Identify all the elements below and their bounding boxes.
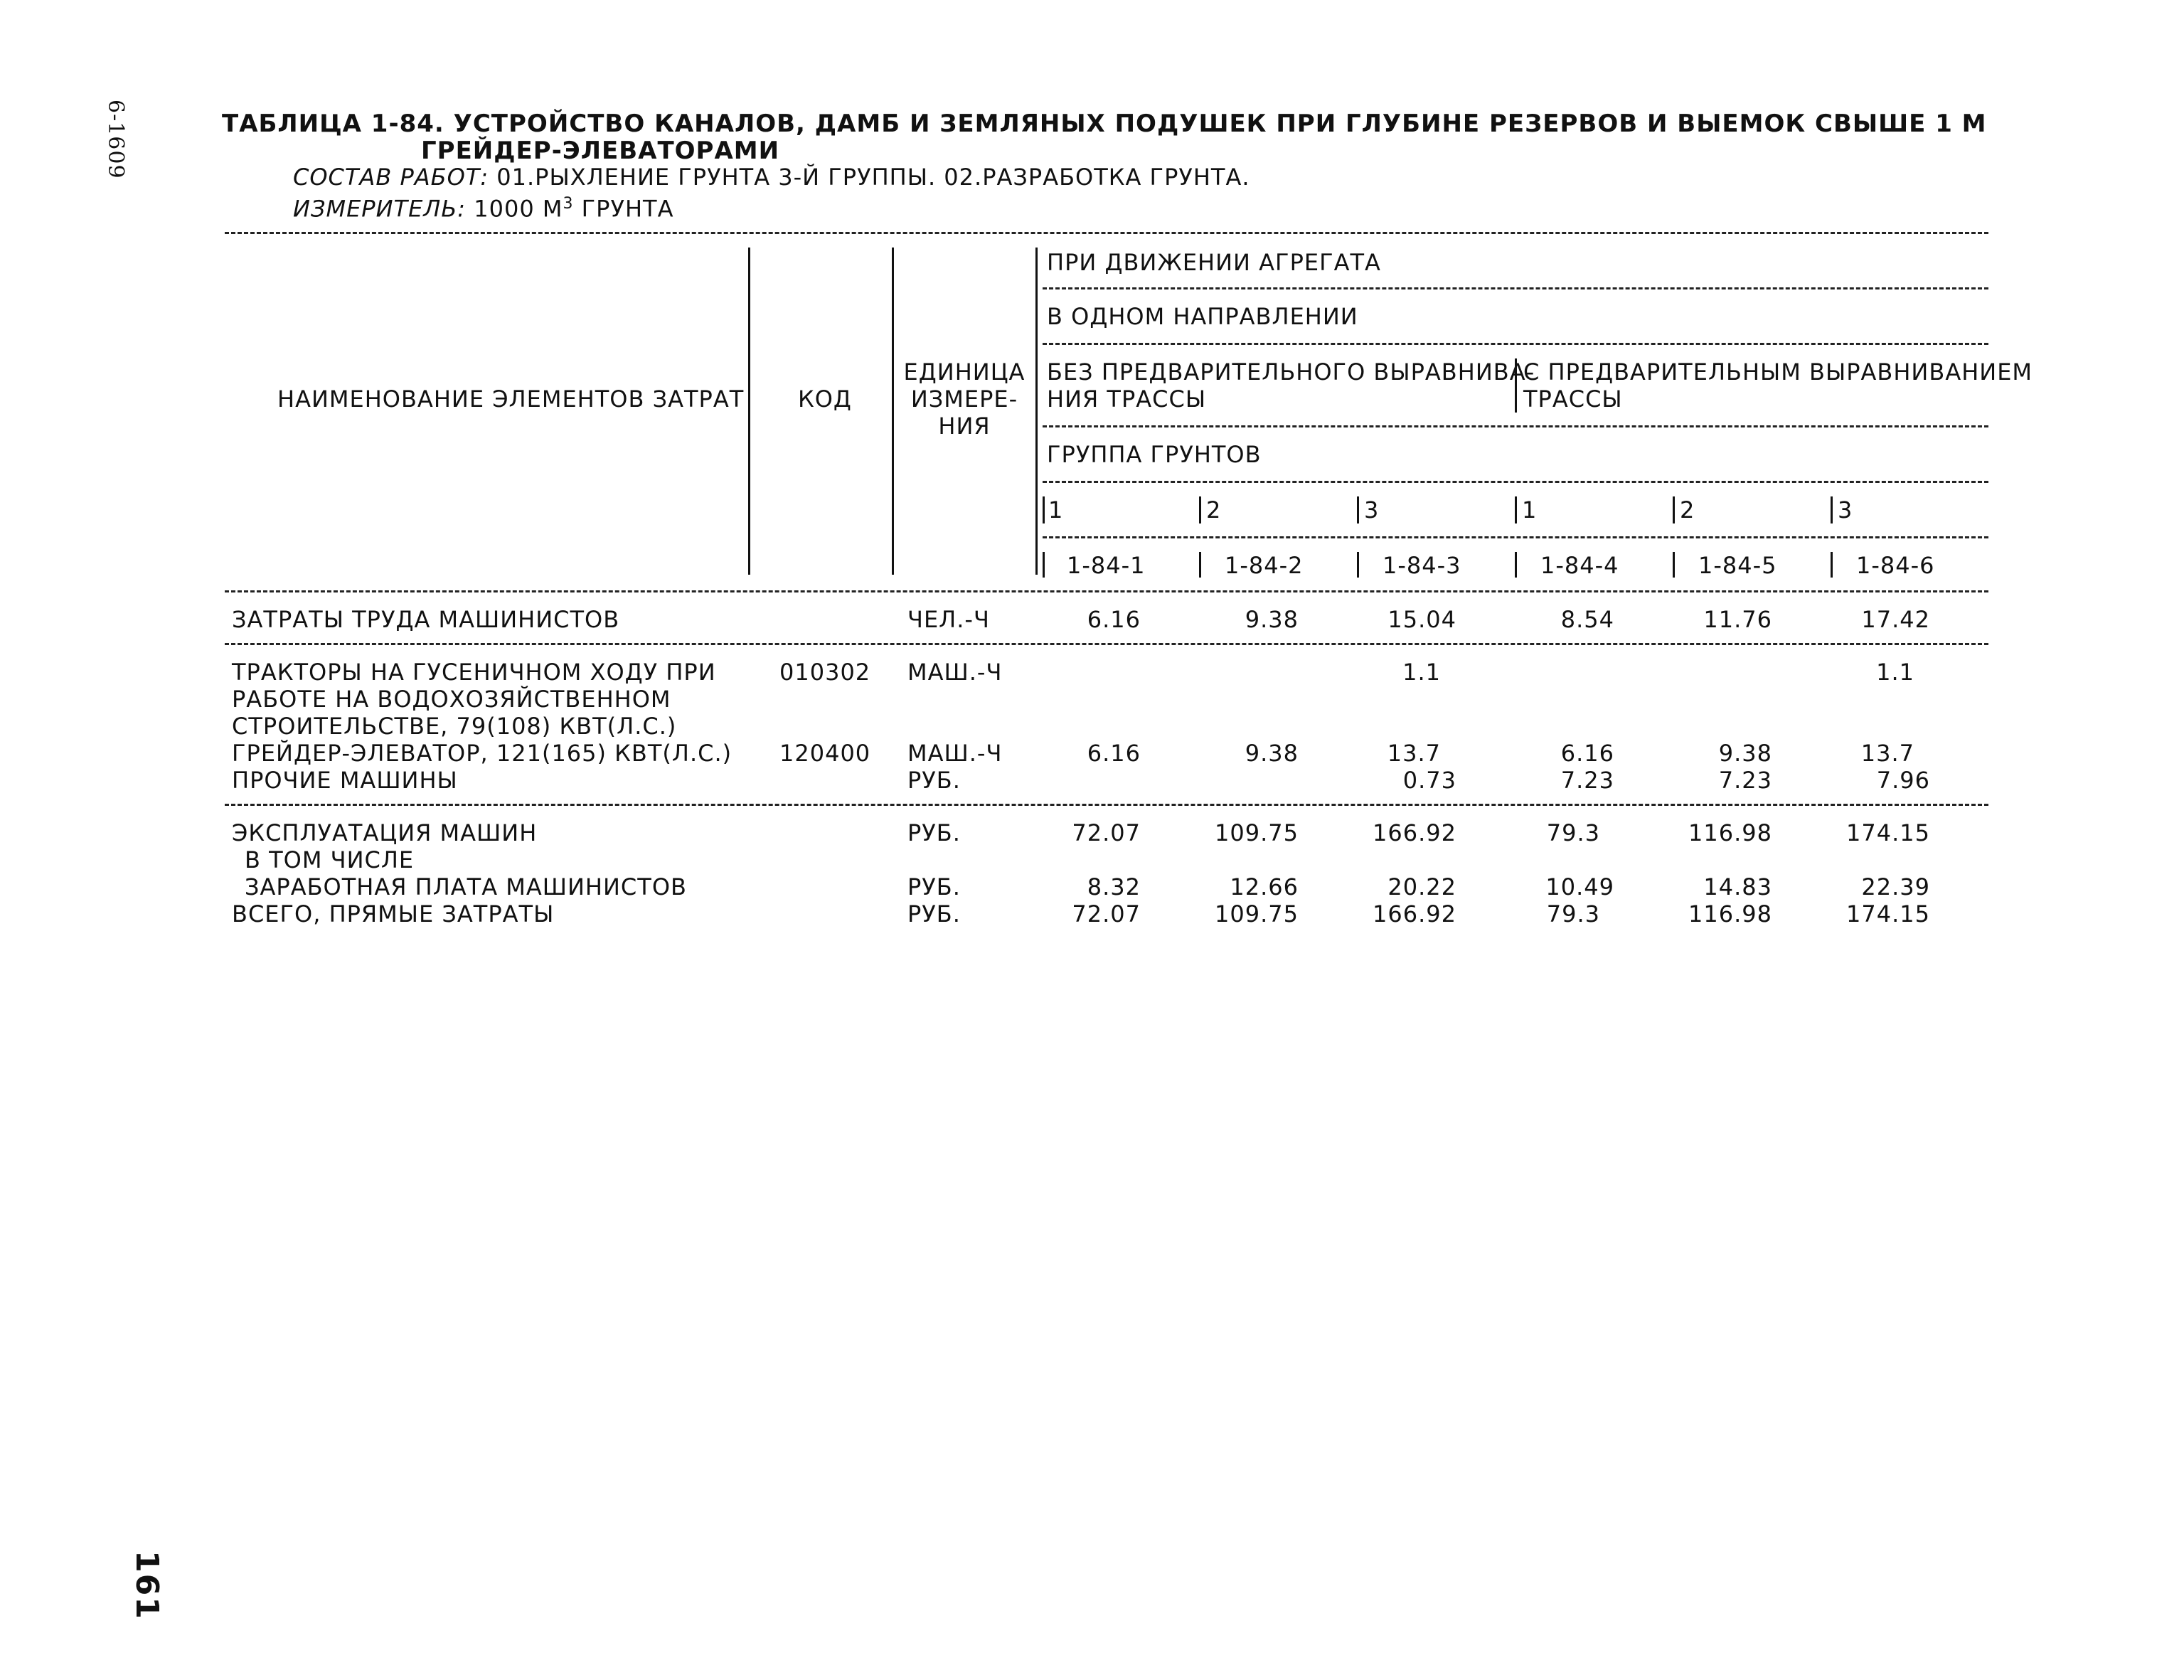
row-exploitation-unit: РУБ. [907,819,961,846]
row-tractors-name-3: СТРОИТЕЛЬСТВЕ, 79(108) КВТ(Л.С.) [232,713,677,740]
group-number: 1 [1048,496,1064,523]
row-other-value: 7.23 [1560,767,1614,794]
row-grader-value: 6.16 [1560,740,1614,767]
header-separator-unit-values [1035,248,1038,575]
composition-text: 01.РЫХЛЕНИЕ ГРУНТА 3-Й ГРУППЫ. 02.РАЗРАБОТКА ГРУНТА. [496,164,1250,191]
row-total-name: ВСЕГО, ПРЯМЫЕ ЗАТРАТЫ [232,900,555,927]
code-separator [1043,552,1045,578]
row-labor-unit: ЧЕЛ.-Ч [907,606,990,633]
row-labor-name: ЗАТРАТЫ ТРУДА МАШИНИСТОВ [232,606,620,633]
row-exploitation-value: 72.07 [1072,819,1141,846]
row-exploitation-value: 116.98 [1688,819,1772,846]
row-grader-value: 9.38 [1718,740,1772,767]
measure-label: ИЗМЕРИТЕЛЬ: [293,195,467,223]
group-separator [1199,496,1201,523]
row-exploitation-name: ЭКСПЛУАТАЦИЯ МАШИН [232,819,538,846]
group-separator [1043,496,1045,523]
column-code: 1-84-5 [1698,552,1777,579]
row-total-value: 166.92 [1373,900,1456,927]
code-separator [1357,552,1359,578]
table-title-continuation: ГРЕЙДЕР-ЭЛЕВАТОРАМИ [421,137,780,165]
header-name-column: НАИМЕНОВАНИЕ ЭЛЕМЕНТОВ ЗАТРАТ [277,386,745,413]
row-salary-value: 12.66 [1230,873,1299,900]
header-without-align-1: БЕЗ ПРЕДВАРИТЕЛЬНОГО ВЫРАВНИВА- [1047,358,1535,386]
header-bottom-rule [225,590,1988,592]
table-title: ТАБЛИЦА 1-84. УСТРОЙСТВО КАНАЛОВ, ДАМБ И ЗЕМЛЯНЫХ ПОДУШЕК ПРИ ГЛУБИНЕ РЕЗЕРВОВ И ВЫЕМОК СВЫШЕ 1 М [222,110,1987,138]
row-tractors-name-1: ТРАКТОРЫ НА ГУСЕНИЧНОМ ХОДУ ПРИ [232,659,716,686]
row-salary-value: 10.49 [1545,873,1614,900]
row-salary-value: 8.32 [1087,873,1141,900]
row-tractors-name-2: РАБОТЕ НА ВОДОХОЗЯЙСТВЕННОМ [232,686,671,713]
row-labor-value: 15.04 [1387,606,1456,633]
row-salary-unit: РУБ. [907,873,961,900]
row-other-unit: РУБ. [907,767,961,794]
header-unit-line-2: ИЗМЕРЕ- [910,386,1018,413]
header-rule-5 [1043,536,1988,538]
row-tractors-value: 1.1 [1402,659,1441,686]
header-movement: ПРИ ДВИЖЕНИИ АГРЕГАТА [1047,249,1381,276]
row-exploitation-value: 79.3 [1546,819,1600,846]
header-without-align-2: НИЯ ТРАССЫ [1047,386,1207,413]
row-salary-value: 22.39 [1861,873,1930,900]
row-tractors-value: 1.1 [1876,659,1914,686]
header-rule-4 [1043,481,1988,483]
row-total-value: 79.3 [1546,900,1600,927]
row-grader-value: 13.7 [1860,740,1914,767]
header-rule-1 [1043,287,1988,289]
header-with-align-2: ТРАССЫ [1523,386,1623,413]
header-with-align-1: С ПРЕДВАРИТЕЛЬНЫМ ВЫРАВНИВАНИЕМ [1523,358,2033,386]
row-tractors-unit: МАШ.-Ч [907,659,1003,686]
row-total-unit: РУБ. [907,900,961,927]
measure-superscript: 3 [563,195,574,213]
header-separator-code-unit [892,248,894,575]
group-separator [1673,496,1675,523]
header-code-column: КОД [798,386,852,413]
group-separator [1515,496,1517,523]
row-exploitation-value: 166.92 [1373,819,1456,846]
group-number: 3 [1838,496,1853,523]
column-code: 1-84-6 [1856,552,1935,579]
group-number: 2 [1680,496,1695,523]
row-other-value: 7.96 [1876,767,1930,794]
column-code: 1-84-2 [1225,552,1304,579]
page-number: 161 [129,1551,165,1620]
row-total-value: 174.15 [1846,900,1930,927]
measure-suffix: ГРУНТА [581,195,674,223]
row-grader-name: ГРЕЙДЕР-ЭЛЕВАТОР, 121(165) КВТ(Л.С.) [232,740,733,767]
machines-bottom-rule [225,804,1988,806]
header-separator-name-code [748,248,750,575]
code-separator [1515,552,1517,578]
row-exploitation-value: 174.15 [1846,819,1930,846]
header-soil-group: ГРУППА ГРУНТОВ [1047,441,1262,468]
table-top-rule [225,232,1988,234]
column-code: 1-84-4 [1540,552,1619,579]
row-exploitation-value: 109.75 [1215,819,1299,846]
row-grader-code: 120400 [779,740,871,767]
header-rule-2 [1043,343,1988,345]
composition-label: СОСТАВ РАБОТ: [293,164,489,191]
row-labor-value: 6.16 [1087,606,1141,633]
row-other-name: ПРОЧИЕ МАШИНЫ [232,767,458,794]
code-separator [1831,552,1833,578]
row-including-label: В ТОМ ЧИСЛЕ [245,846,415,873]
row-grader-value: 6.16 [1087,740,1141,767]
group-number: 2 [1206,496,1222,523]
row-grader-unit: МАШ.-Ч [907,740,1003,767]
header-unit-line-1: ЕДИНИЦА [903,358,1026,386]
row-other-value: 0.73 [1402,767,1456,794]
column-code: 1-84-3 [1383,552,1461,579]
row-salary-value: 20.22 [1387,873,1456,900]
row-labor-value: 17.42 [1861,606,1930,633]
row-total-value: 109.75 [1215,900,1299,927]
row-labor-value: 9.38 [1245,606,1299,633]
row-other-value: 7.23 [1718,767,1772,794]
header-align-separator [1515,358,1517,413]
document-code: 6-1609 [103,100,128,179]
measure-line [293,191,673,223]
column-code: 1-84-1 [1067,552,1146,579]
header-rule-3 [1043,425,1988,427]
header-direction: В ОДНОМ НАПРАВЛЕНИИ [1047,303,1358,330]
code-separator [1199,552,1201,578]
row-labor-value: 8.54 [1560,606,1614,633]
row-total-value: 72.07 [1072,900,1141,927]
measure-value: 1000 М [474,195,563,223]
labor-bottom-rule [225,643,1988,645]
group-separator [1357,496,1359,523]
group-number: 3 [1364,496,1380,523]
row-grader-value: 9.38 [1245,740,1299,767]
row-grader-value: 13.7 [1387,740,1441,767]
row-labor-value: 11.76 [1703,606,1772,633]
composition-line [293,164,1250,191]
row-total-value: 116.98 [1688,900,1772,927]
group-number: 1 [1522,496,1538,523]
code-separator [1673,552,1675,578]
row-tractors-code: 010302 [779,659,871,686]
group-separator [1831,496,1833,523]
header-unit-line-3: НИЯ [938,413,991,440]
row-salary-value: 14.83 [1703,873,1772,900]
row-salary-name: ЗАРАБОТНАЯ ПЛАТА МАШИНИСТОВ [245,873,687,900]
